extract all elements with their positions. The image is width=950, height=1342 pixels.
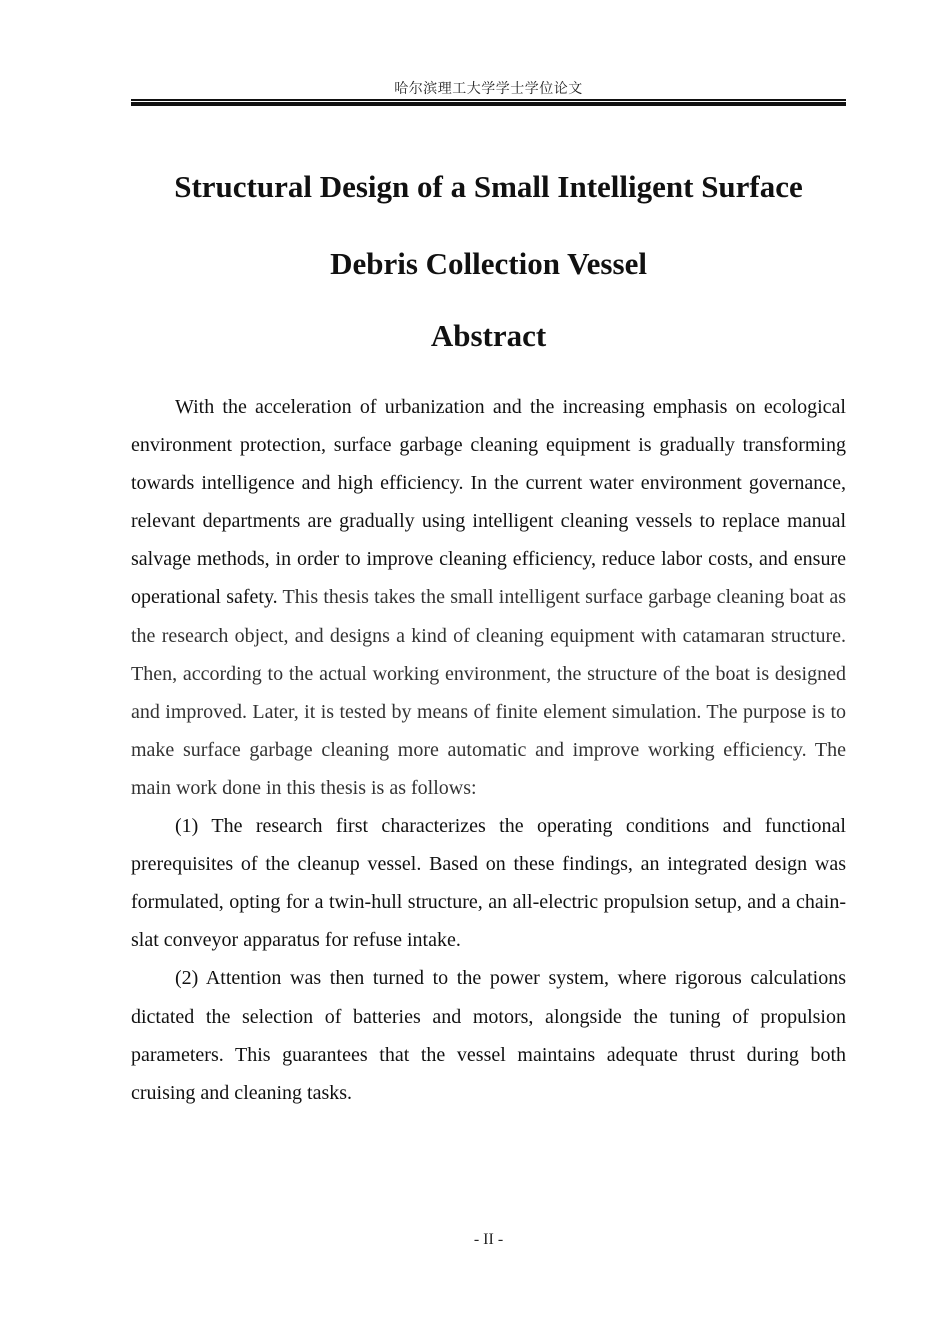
thesis-title-line-1: Structural Design of a Small Intelligent Surface <box>174 169 803 204</box>
thesis-title-line-2: Debris Collection Vessel <box>330 246 647 281</box>
abstract-heading: Abstract <box>430 318 547 353</box>
abstract-body <box>131 388 846 1112</box>
abstract-intro-paragraph <box>131 388 846 807</box>
page-number: - II - <box>473 1231 504 1248</box>
thesis-title <box>131 148 846 302</box>
header-rule-thin <box>131 99 846 101</box>
running-header: 哈尔滨理工大学学士学位论文 <box>394 81 583 97</box>
abstract-item-2: (2) Attention was then turned to the power system, where rigorous calculations dictated the selection of batteries and motors, alongside the tuning of propulsion parameters. This guarantees that the vessel maintains adequate thrust during both cruising and cleaning tasks. <box>131 967 846 1104</box>
abstract-item-1: (1) The research first characterizes the operating conditions and functional prerequisites of the cleanup vessel. Based on these findings, an integrated design was formulated, opting for a twin-hull structure, an all-electric propulsion setup, and a chain-slat conveyor apparatus for refuse intake. <box>131 815 846 952</box>
abstract-intro-part-1: With the acceleration of urbanization and the increasing emphasis on ecological environment protection, surface garbage cleaning equipment is gradually transforming towards intelligence and high efficiency. In the current water environment governance, relevant departments are gradually using intelligent cleaning vessels to replace manual salvage methods, in order to improve cleaning efficiency, reduce labor costs, and ensure operational safety. <box>131 396 846 609</box>
header-rule-thick <box>131 102 846 106</box>
abstract-intro-part-2: This thesis takes the small intelligent surface garbage cleaning boat as the research object, and designs a kind of cleaning equipment with catamaran structure. Then, according to the actual working environment, the structure of the boat is designed and improved. Later, it is tested by means of finite element simulation. The purpose is to make surface garbage cleaning more automatic and improve working efficiency. The main work done in this thesis is as follows: <box>131 586 846 799</box>
